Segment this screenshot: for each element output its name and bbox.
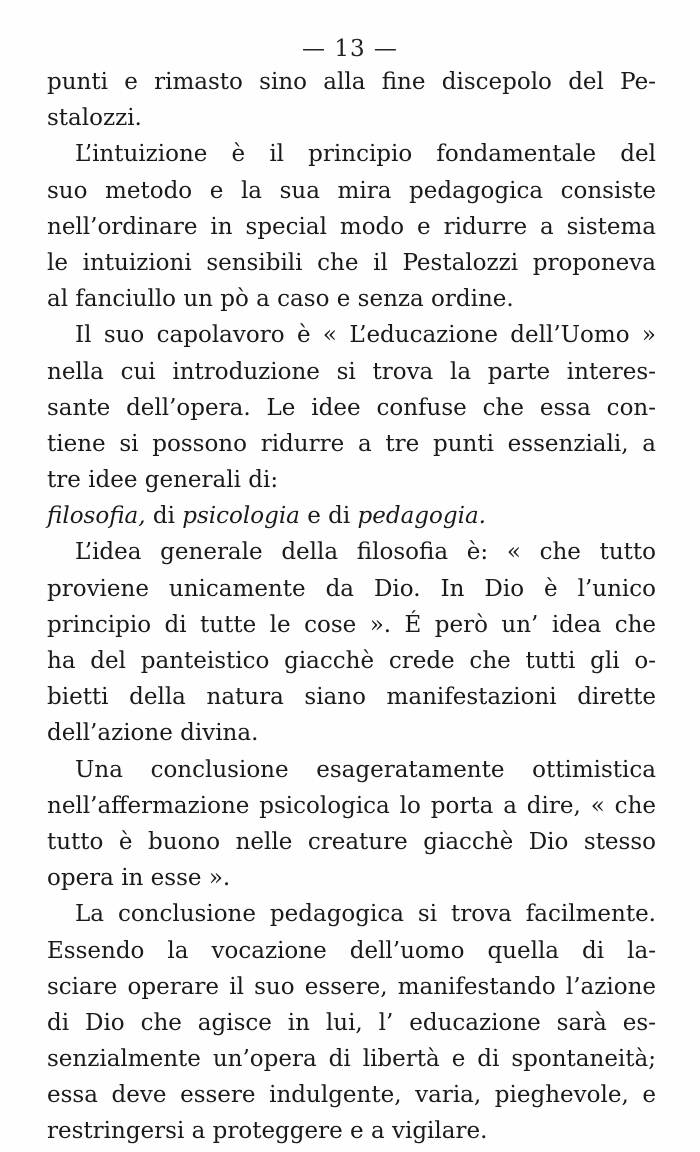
text-line: nell’affermazione psicologica lo porta a dire, « che	[47, 792, 656, 819]
text-line: senzialmente un’opera di libertà e di spontaneità;	[47, 1046, 656, 1073]
text-line: bietti della natura siano manifestazioni dirette	[47, 684, 656, 711]
text-line: ha del panteistico giacchè crede che tutti gli o-	[47, 648, 656, 674]
text-line: sciare operare il suo essere, manifestando l’azione	[47, 973, 656, 1000]
text-line: suo metodo e la sua mira pedagogica consiste	[47, 177, 656, 204]
text-line: nella cui introduzione si trova la parte interes-	[47, 358, 656, 385]
text-line: opera in esse ».	[47, 865, 231, 892]
italic-word: filosofia,	[47, 503, 146, 530]
text-line: nell’ordinare in special modo e ridurre a sistema	[47, 213, 656, 240]
page-number: — 13 —	[302, 36, 398, 62]
text-line: L’idea generale della filosofia è: « che tutto	[75, 539, 656, 566]
text-line: La conclusione pedagogica si trova facilmente.	[75, 901, 656, 928]
text-line: al fanciullo un pò a caso e senza ordine.	[47, 286, 514, 313]
text-line: dell’azione divina.	[47, 720, 259, 747]
text-line: le intuizioni sensibili che il Pestalozzi proponeva	[47, 249, 656, 276]
text-word: e di	[307, 503, 351, 530]
text-line: stalozzi.	[47, 105, 142, 132]
text-line: tre idee generali di:	[47, 467, 279, 494]
italic-word: pedagogia.	[357, 503, 486, 530]
body-text	[47, 64, 656, 1150]
text-line: proviene unicamente da Dio. In Dio è l’unico	[47, 575, 656, 602]
text-line: tutto è buono nelle creature giacchè Dio stesso	[47, 828, 656, 855]
text-line: L’intuizione è il principio fondamentale del	[75, 141, 656, 168]
text-line: di Dio che agisce in lui, l’ educazione sarà es-	[47, 1009, 656, 1036]
text-line: Il suo capolavoro è « L’educazione dell’Uomo »	[75, 322, 656, 349]
text-line: sante dell’opera. Le idee confuse che essa con-	[47, 394, 656, 421]
text-line: punti e rimasto sino alla fine discepolo del Pe-	[47, 69, 656, 95]
text-line: Una conclusione esageratamente ottimistica	[75, 756, 656, 783]
text-word: di	[152, 503, 175, 530]
italic-line	[47, 498, 656, 534]
text-line: principio di tutte le cose ». É però un’ idea che	[47, 611, 656, 638]
text-line: tiene si possono ridurre a tre punti essenziali, a	[47, 430, 656, 457]
text-line: restringersi a proteggere e a vigilare.	[47, 1118, 488, 1145]
text-line: Essendo la vocazione dell’uomo quella di la-	[47, 937, 656, 964]
text-line: essa deve essere indulgente, varia, pieghevole, e	[47, 1082, 656, 1109]
italic-word: psicologia	[182, 503, 300, 530]
